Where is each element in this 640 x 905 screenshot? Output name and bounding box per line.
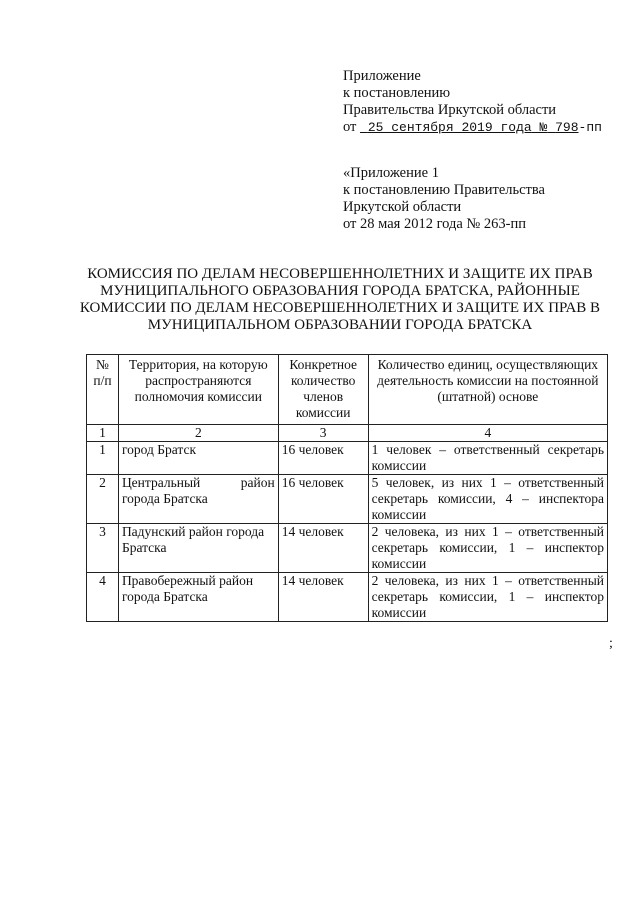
row-territory: город Братск [118, 442, 278, 475]
header-suffix: -пп [578, 120, 602, 135]
index-cell: 1 [87, 425, 119, 442]
table-index-row [87, 425, 608, 442]
row-member-count: 16 человек [278, 475, 368, 524]
header-line-1: Приложение [343, 68, 421, 84]
title-line-2: МУНИЦИПАЛЬНОГО ОБРАЗОВАНИЯ ГОРОДА БРАТСКА, РАЙОННЫЕ [100, 283, 580, 299]
row-member-count: 16 человек [278, 442, 368, 475]
row-member-count: 14 человек [278, 524, 368, 573]
row-number: 4 [87, 573, 119, 622]
header-date-line [343, 119, 602, 136]
row-member-count: 14 человек [278, 573, 368, 622]
row-staff-units: 2 человека, из них 1 – ответственный секретарь комиссии, 1 – инспектор комиссии [368, 573, 607, 622]
row-territory: Правобережный район города Братска [118, 573, 278, 622]
row-territory: Центральный район города Братска [118, 475, 278, 524]
prior-line-2: к постановлению Правительства [343, 182, 545, 198]
header-number: № п/п [87, 355, 119, 425]
row-staff-units: 1 человек – ответственный секретарь комиссии [368, 442, 607, 475]
table-row [87, 524, 608, 573]
table-row [87, 475, 608, 524]
commissions-table [86, 354, 608, 622]
table-row [87, 442, 608, 475]
prior-line-1: «Приложение 1 [343, 165, 439, 181]
row-number: 1 [87, 442, 119, 475]
prior-line-3: Иркутской области [343, 199, 462, 215]
header-date: 25 сентября 2019 года № 798 [367, 120, 579, 135]
approval-header [343, 68, 602, 136]
header-from: от [343, 119, 357, 135]
trailing-semicolon: ; [609, 636, 613, 651]
title-line-1: КОМИССИЯ ПО ДЕЛАМ НЕСОВЕРШЕННОЛЕТНИХ И ЗАЩИТЕ ИХ ПРАВ [87, 266, 593, 282]
prior-resolution-reference [343, 165, 545, 233]
table-header-row [87, 355, 608, 425]
prior-line-4: от 28 мая 2012 года № 263-пп [343, 216, 526, 232]
index-cell: 4 [368, 425, 607, 442]
title-line-4: МУНИЦИПАЛЬНОМ ОБРАЗОВАНИИ ГОРОДА БРАТСКА [147, 317, 533, 333]
header-member-count: Конкретное количество членов комиссии [278, 355, 368, 425]
document-title [60, 266, 620, 334]
header-staff-units: Количество единиц, осуществляющих деятельность комиссии на постоянной (штатной) основе [368, 355, 607, 425]
row-staff-units: 5 человек, из них 1 – ответственный секретарь комиссии, 4 – инспектора комиссии [368, 475, 607, 524]
row-number: 3 [87, 524, 119, 573]
header-territory: Территория, на которую распространяются полномочия комиссии [118, 355, 278, 425]
header-line-2: к постановлению [343, 85, 451, 101]
header-line-3: Правительства Иркутской области [343, 102, 557, 118]
index-cell: 3 [278, 425, 368, 442]
row-territory: Падунский район города Братска [118, 524, 278, 573]
table-row [87, 573, 608, 622]
row-number: 2 [87, 475, 119, 524]
row-staff-units: 2 человека, из них 1 – ответственный секретарь комиссии, 1 – инспектор комиссии [368, 524, 607, 573]
index-cell: 2 [118, 425, 278, 442]
title-line-3: КОМИССИИ ПО ДЕЛАМ НЕСОВЕРШЕННОЛЕТНИХ И ЗАЩИТЕ ИХ ПРАВ В [79, 300, 601, 316]
